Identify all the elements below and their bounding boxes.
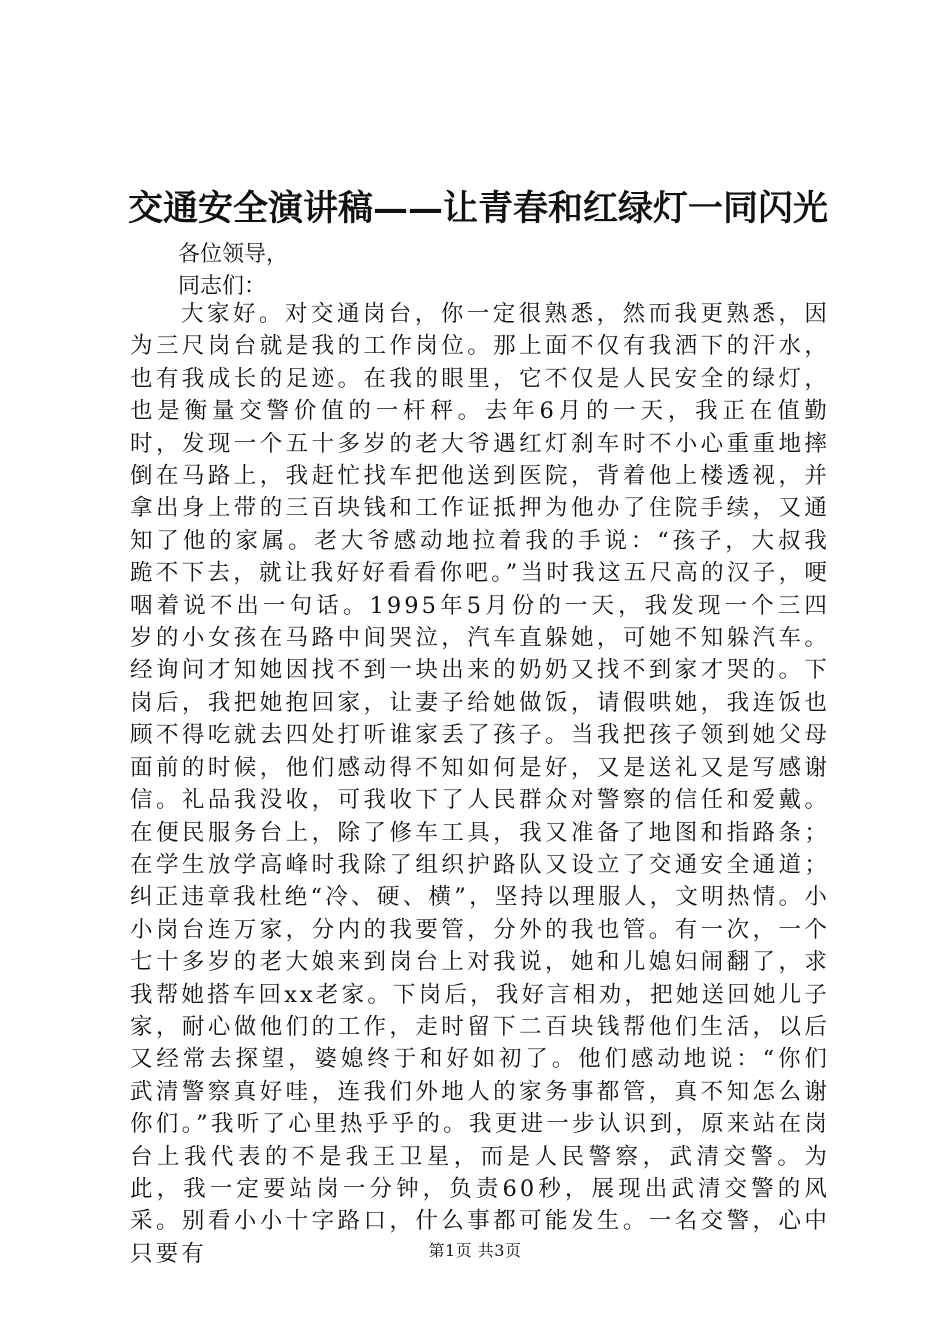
page-number-footer: 第1页 共3页 (428, 1241, 522, 1260)
salutation-comrades: 同志们： (178, 274, 267, 299)
salutation-leaders: 各位领导， (178, 242, 289, 267)
speech-body-paragraph: 大家好。对交通岗台，你一定很熟悉，然而我更熟悉，因为三尺岗台就是我的工作岗位。那上面不仅有我洒下的汗水，也有我成长的足迹。在我的眼里，它不仅是人民安全的绿灯，也是衡量交警价值的一杆秤。去年6月的一天，我正在值勤时，发现一个五十多岁的老大爷遇红灯刹车时不小心重重地摔倒在马路上，我赶忙找车把他送到医院，背着他上楼透视，并拿出身上带的三百块钱和工作证抵押为他办了住院手续，又通知了他的家属。老大爷感动地拉着我的手说：“孩子，大叔我跪不下去，就让我好好看看你吧。”当时我这五尺高的汉子，哽咽着说不出一句话。1995年5月份的一天，我发现一个三四岁的小女孩在马路中间哭泣，汽车直躲她，可她不知躲汽车。经询问才知她因找不到一块出来的奶奶又找不到家才哭的。下岗后，我把她抱回家，让妻子给她做饭，请假哄她，我连饭也顾不得吃就去四处打听谁家丢了孩子。当我把孩子领到她父母面前的时候，他们感动得不知如何是好，又是送礼又是写感谢信。礼品我没收，可我收下了人民群众对警察的信任和爱戴。在便民服务台上，除了修车工具，我又准备了地图和指路条；在学生放学高峰时我除了组织护路队又设立了交通安全通道；纠正违章我杜绝“冷、硬、横”，坚持以理服人，文明热情。小小岗台连万家，分内的我要管，分外的我也管。有一次，一个七十多岁的老大娘来到岗台上对我说，她和儿媳妇闹翻了，求我帮她搭车回xx老家。下岗后，我好言相劝，把她送回她儿子家，耐心做他们的工作，走时留下二百块钱帮他们生活，以后又经常去探望，婆媳终于和好如初了。他们感动地说：“你们武清警察真好哇，连我们外地人的家务事都管，真不知怎么谢你们。”我听了心里热乎乎的。我更进一步认识到，原来站在岗台上我代表的不是我王卫星，而是人民警察，武清交警。为此，我一定要站岗一分钟，负责60秒，展现出武清交警的风采。别看小小十字路口，什么事都可能发生。一名交警，心中只要有 (130, 301, 830, 1267)
document-title: 交通安全演讲稿——让青春和红绿灯一同闪光 (128, 188, 829, 229)
